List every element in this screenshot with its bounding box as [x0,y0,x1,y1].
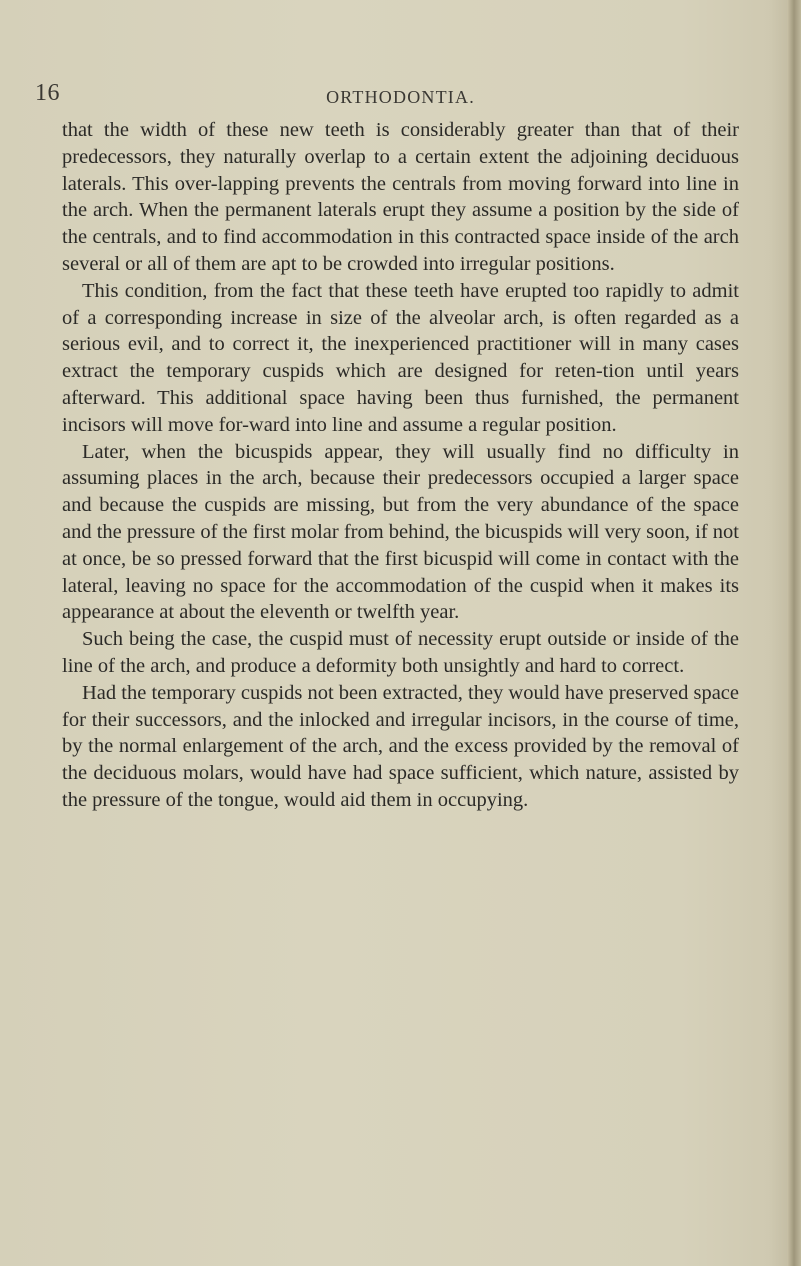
page-number: 16 [35,80,60,106]
paragraph-condition: This condition, from the fact that these teeth have erupted too rapidly to admit of a corresponding increase in size of the alveolar arch, is often regarded as a serious evil, and to correct it, the inexperienced practitioner will in many cases extract the temporary cuspids which are designed for reten-tion until years afterward. This additional space having been thus furnished, the permanent incisors will move for-ward into line and assume a regular position. [62,279,739,436]
paragraph-cuspid: Such being the case, the cuspid must of necessity erupt outside or inside of the line of the arch, and produce a deformity both unsightly and hard to correct. [62,628,739,677]
body-text [62,117,739,814]
running-head: ORTHODONTIA. [326,87,475,107]
paragraph-temporary-cuspids: Had the temporary cuspids not been extracted, they would have preserved space for their successors, and the inlocked and irregular incisors, in the course of time, by the normal enlargement of the arch, and the excess provided by the removal of the deciduous molars, would have had space sufficient, which nature, assisted by the pressure of the tongue, would aid them in occupying. [62,681,739,811]
paragraph-continued: that the width of these new teeth is considerably greater than that of their predecessors, they naturally overlap to a certain extent the adjoining deciduous laterals. This over-lapping prevents the centrals from moving forward into line in the arch. When the permanent laterals erupt they assume a position by the side of the centrals, and to find accommodation in this contracted space inside of the arch several or all of them are apt to be crowded into irregular positions. [62,119,739,275]
page-edge [787,0,801,1266]
paragraph-bicuspids: Later, when the bicuspids appear, they will usually find no difficulty in assuming places in the arch, because their predecessors occupied a larger space and because the cuspids are missing, but from the very abundance of the space and the pressure of the first molar from behind, the bicuspids will very soon, if not at once, be so pressed forward that the first bicuspid will come in contact with the lateral, leaving no space for the accommodation of the cuspid when it makes its appearance at about the eleventh or twelfth year. [62,440,739,624]
